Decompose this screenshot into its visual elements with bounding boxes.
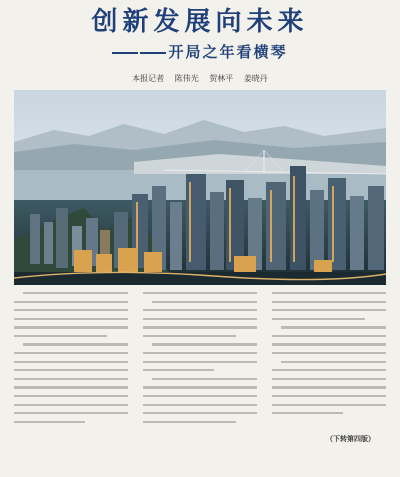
- subheadline: [0, 42, 400, 62]
- byline: [0, 73, 400, 85]
- article-text-line: [272, 378, 386, 380]
- article-text-line: [272, 395, 386, 397]
- article-text-line: [14, 395, 128, 397]
- article-text-line: [272, 301, 386, 303]
- article-text-line: [272, 292, 386, 294]
- article-text-line: [143, 412, 257, 414]
- article-text-line: [272, 369, 386, 371]
- article-text-line: [14, 386, 128, 388]
- article-text-line: [281, 326, 386, 328]
- subhead-dash: [112, 52, 138, 54]
- article-text-line: [14, 309, 128, 311]
- article-text-line: [272, 309, 386, 311]
- article-text-line: [143, 369, 214, 371]
- article-column: [143, 292, 257, 430]
- headline: 创新发展向未来: [91, 7, 309, 37]
- article-text-line: [14, 369, 128, 371]
- article-text-line: [14, 326, 128, 328]
- byline-author: 陈伟光: [174, 74, 199, 83]
- article-text-line: [143, 309, 257, 311]
- article-text-line: [23, 343, 128, 345]
- article-text-line: [143, 292, 257, 294]
- article-text-line: [152, 301, 257, 303]
- article-text-line: [14, 378, 128, 380]
- article-text-line: [152, 378, 257, 380]
- article-text-line: [272, 318, 365, 320]
- city-skyline-photo: [14, 90, 386, 285]
- article-text-line: [272, 335, 386, 337]
- subhead-text: 开局之年看横琴: [168, 43, 288, 61]
- article-text-line: [143, 352, 257, 354]
- article-text-line: [14, 352, 128, 354]
- byline-author: 姜晓丹: [243, 74, 268, 83]
- article-text-line: [272, 343, 386, 345]
- article-text-line: [14, 301, 128, 303]
- article-text-line: [143, 361, 257, 363]
- byline-author: 贺林平: [209, 74, 234, 83]
- subhead-dash: [140, 52, 166, 54]
- article-column: [272, 292, 386, 430]
- article-text-line: [272, 386, 386, 388]
- article-text-line: [143, 335, 236, 337]
- article-text-line: [14, 412, 128, 414]
- article-text-line: [14, 421, 85, 423]
- article-text-line: [14, 335, 107, 337]
- article-text-line: [143, 386, 257, 388]
- byline-role: 本报记者: [132, 74, 165, 83]
- article-text-line: [272, 412, 343, 414]
- article-text-line: [14, 318, 128, 320]
- article-text-line: [272, 352, 386, 354]
- article-text-line: [14, 361, 128, 363]
- article-column: [14, 292, 128, 430]
- article-text-line: [143, 421, 236, 423]
- article-text-line: [143, 326, 257, 328]
- article-text-line: [14, 404, 128, 406]
- continued-note: （下转第四版）: [326, 435, 375, 443]
- article-body: [14, 292, 386, 430]
- article-text-line: [281, 361, 386, 363]
- article-text-line: [143, 318, 257, 320]
- article-text-line: [143, 404, 257, 406]
- article-text-line: [272, 404, 386, 406]
- article-text-line: [143, 395, 257, 397]
- article-text-line: [23, 292, 128, 294]
- article-text-line: [152, 343, 257, 345]
